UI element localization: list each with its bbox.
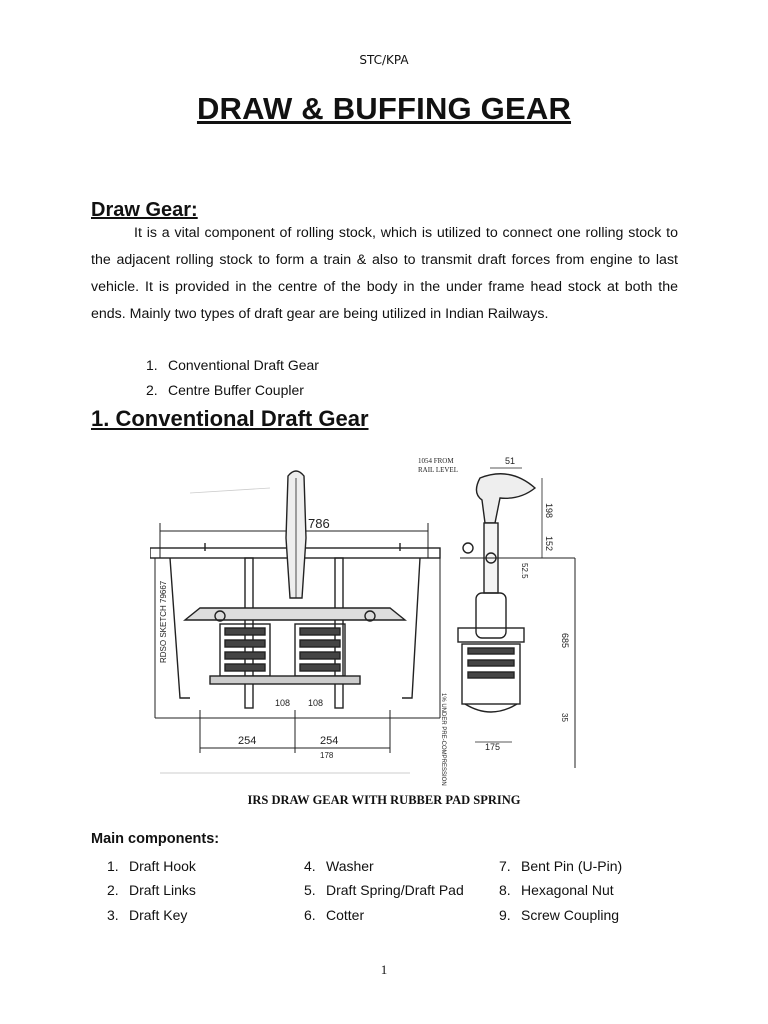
draw-gear-heading: Draw Gear: bbox=[91, 199, 198, 221]
dim-rail-level: RAIL LEVEL bbox=[418, 466, 458, 474]
list-item-label: Centre Buffer Coupler bbox=[168, 382, 304, 398]
list-item-number: 6. bbox=[304, 907, 316, 923]
draw-gear-drawing bbox=[150, 448, 590, 818]
list-item bbox=[499, 858, 622, 874]
dim-108-right: 108 bbox=[308, 698, 324, 708]
list-item-number: 1. bbox=[107, 858, 119, 874]
list-item bbox=[107, 858, 196, 874]
list-item bbox=[107, 882, 196, 898]
list-item-label: Draft Links bbox=[129, 882, 196, 898]
list-item-number: 2. bbox=[146, 382, 158, 398]
list-item-number: 2. bbox=[107, 882, 119, 898]
page-number: 1 bbox=[380, 962, 388, 977]
page-title: DRAW & BUFFING GEAR bbox=[196, 91, 572, 126]
list-item-label: Bent Pin (U-Pin) bbox=[521, 858, 623, 874]
dim-175: 175 bbox=[485, 742, 501, 752]
list-item-label: Draft Spring/Draft Pad bbox=[326, 882, 464, 898]
dim-52-5: 52.5 bbox=[520, 563, 529, 579]
list-item bbox=[146, 357, 319, 373]
dim-254-right: 254 bbox=[320, 735, 339, 747]
list-item-label: Draft Hook bbox=[129, 858, 196, 874]
dim-786: 786 bbox=[308, 516, 330, 531]
dim-254-left: 254 bbox=[238, 735, 257, 747]
dim-35: 35 bbox=[560, 713, 569, 722]
dim-685: 685 bbox=[560, 633, 570, 649]
page-header: STC/KPA bbox=[359, 53, 409, 67]
list-item-number: 4. bbox=[304, 858, 316, 874]
dim-51: 51 bbox=[505, 456, 516, 466]
list-item bbox=[304, 882, 464, 898]
list-item-label: Screw Coupling bbox=[521, 907, 620, 923]
dim-178: 178 bbox=[320, 751, 334, 760]
list-item-label: Conventional Draft Gear bbox=[168, 357, 319, 373]
dim-198: 198 bbox=[544, 503, 554, 519]
dim-108-left: 108 bbox=[275, 698, 291, 708]
rdso-sketch-label: RDSO SKETCH 79667 bbox=[159, 580, 168, 663]
list-item-number: 7. bbox=[499, 858, 511, 874]
list-item-number: 5. bbox=[304, 882, 316, 898]
list-item-label: Hexagonal Nut bbox=[521, 882, 614, 898]
list-item bbox=[304, 858, 374, 874]
list-item bbox=[146, 382, 304, 398]
dim-152: 152 bbox=[544, 536, 554, 552]
main-components-heading: Main components: bbox=[91, 831, 220, 847]
list-item-number: 1. bbox=[146, 357, 158, 373]
compression-note: 1% UNDER PRE-COMPRESSION bbox=[440, 693, 446, 786]
figure-caption: IRS DRAW GEAR WITH RUBBER PAD SPRING bbox=[247, 793, 521, 807]
section-heading-conventional-draft-gear: 1. Conventional Draft Gear bbox=[91, 406, 369, 431]
list-item-label: Cotter bbox=[326, 907, 365, 923]
list-item bbox=[107, 907, 187, 923]
list-item-number: 3. bbox=[107, 907, 119, 923]
list-item bbox=[499, 882, 614, 898]
list-item bbox=[304, 907, 364, 923]
draw-gear-paragraph: It is a vital component of rolling stock, which is utilized to connect one rolling stock to the adjacent rolling stock to form a train & also to transmit draft forces from engine to last vehicle. It is provided in the centre of the body in the under frame head stock at both the ends. Mainly two types of draft gear are being utilized in Indian Railways. bbox=[91, 225, 678, 322]
list-item-label: Draft Key bbox=[129, 907, 188, 923]
list-item bbox=[499, 907, 619, 923]
list-item-number: 9. bbox=[499, 907, 511, 923]
dim-1054-from: 1054 FROM bbox=[418, 457, 454, 465]
list-item-label: Washer bbox=[326, 858, 374, 874]
list-item-number: 8. bbox=[499, 882, 511, 898]
